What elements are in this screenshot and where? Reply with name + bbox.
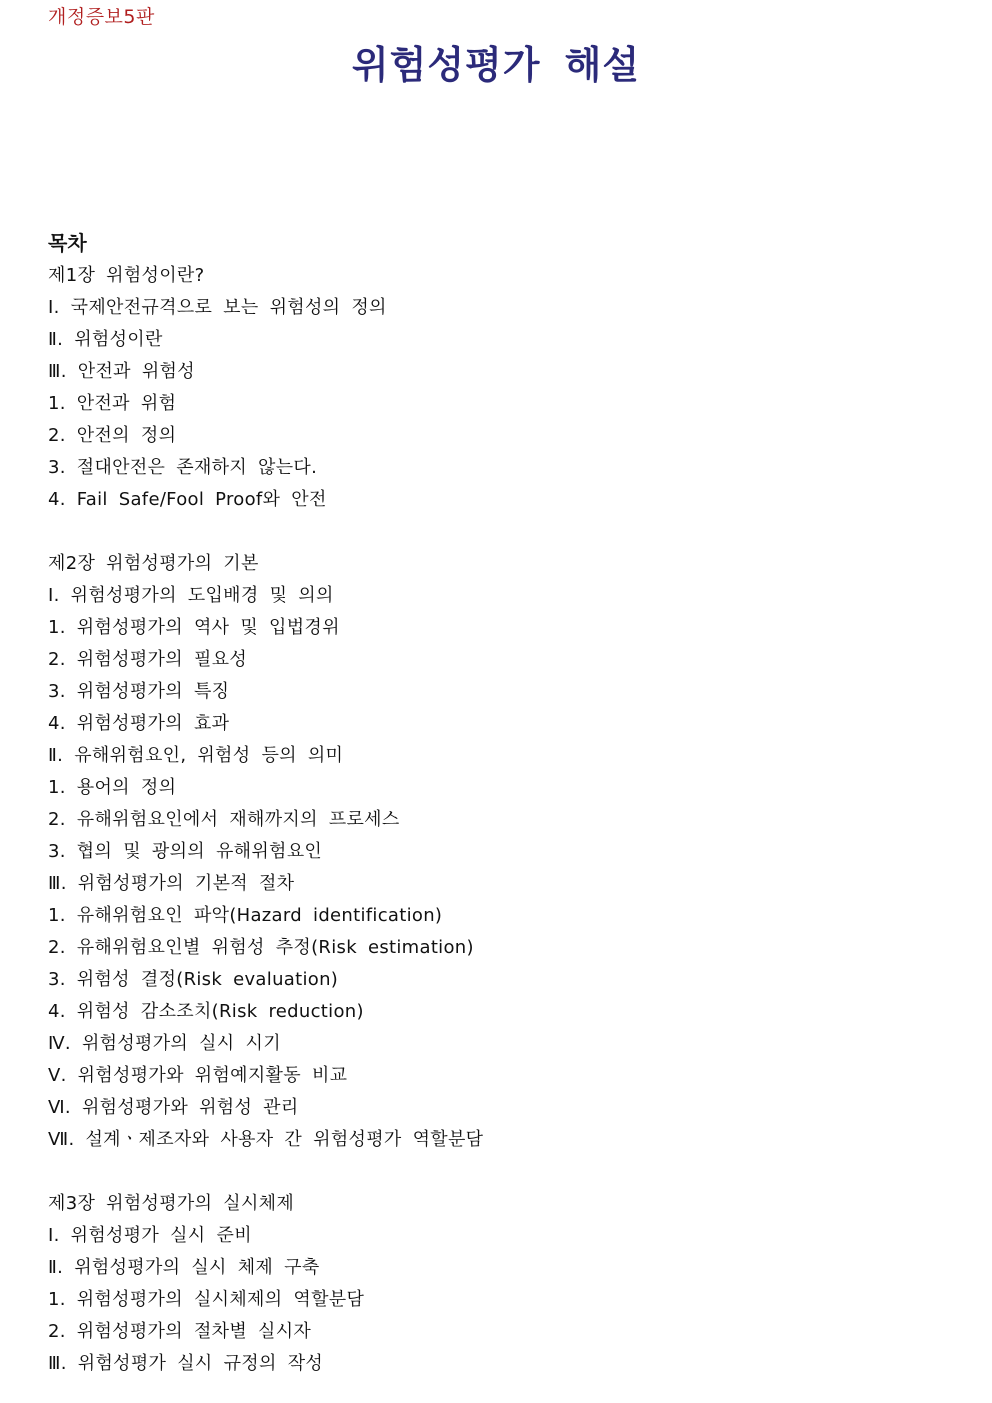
section-spacer (48, 516, 948, 548)
toc-entry: 2. 위험성평가의 필요성 (48, 649, 248, 670)
toc-entry: 4. 위험성 감소조치(Risk reduction) (48, 1001, 364, 1022)
toc-heading: 목차 (48, 231, 87, 255)
toc-entry: Ⅴ. 위험성평가와 위험예지활동 비교 (48, 1065, 348, 1086)
toc-entry: Ⅲ. 위험성평가 실시 규정의 작성 (48, 1353, 324, 1374)
chapter-heading: 제1장 위험성이란? (48, 265, 205, 286)
toc-entry: 1. 용어의 정의 (48, 777, 177, 798)
toc-entry: Ⅰ. 위험성평가의 도입배경 및 의의 (48, 585, 334, 606)
toc-entry: Ⅰ. 국제안전규격으로 보는 위험성의 정의 (48, 297, 387, 318)
toc-entry: Ⅱ. 유해위험요인, 위험성 등의 의미 (48, 745, 344, 766)
toc-entry: 3. 위험성평가의 특징 (48, 681, 230, 702)
toc-entry: Ⅰ. 위험성평가 실시 준비 (48, 1225, 252, 1246)
section-spacer (48, 1156, 948, 1188)
toc-entry: 4. 위험성평가의 효과 (48, 713, 230, 734)
toc-entry: Ⅱ. 위험성평가의 실시 체제 구축 (48, 1257, 320, 1278)
toc-entry: 4. Fail Safe/Fool Proof와 안전 (48, 489, 327, 510)
table-of-contents (48, 226, 948, 1380)
chapter-heading: 제3장 위험성평가의 실시체제 (48, 1193, 295, 1214)
toc-entry: Ⅵ. 위험성평가와 위험성 관리 (48, 1097, 299, 1118)
toc-list (48, 260, 948, 1380)
toc-entry: Ⅱ. 위험성이란 (48, 329, 163, 350)
chapter-heading: 제2장 위험성평가의 기본 (48, 553, 259, 574)
toc-entry: 2. 유해위험요인별 위험성 추정(Risk estimation) (48, 937, 474, 958)
toc-entry: 3. 위험성 결정(Risk evaluation) (48, 969, 339, 990)
toc-entry: 1. 위험성평가의 역사 및 입법경위 (48, 617, 340, 638)
toc-entry: 3. 절대안전은 존재하지 않는다. (48, 457, 318, 478)
toc-entry: 2. 위험성평가의 절차별 실시자 (48, 1321, 312, 1342)
toc-entry: Ⅲ. 위험성평가의 기본적 절차 (48, 873, 295, 894)
document-title: 위험성평가 해설 (351, 43, 641, 87)
toc-entry: 2. 유해위험요인에서 재해까지의 프로세스 (48, 809, 400, 830)
toc-entry: Ⅶ. 설계ㆍ제조자와 사용자 간 위험성평가 역할분담 (48, 1129, 484, 1150)
toc-entry: 2. 안전의 정의 (48, 425, 177, 446)
toc-entry: 1. 안전과 위험 (48, 393, 177, 414)
toc-entry: 3. 협의 및 광의의 유해위험요인 (48, 841, 323, 862)
toc-entry: 1. 유해위험요인 파악(Hazard identification) (48, 905, 443, 926)
toc-entry: 1. 위험성평가의 실시체제의 역할분담 (48, 1289, 365, 1310)
edition-label: 개정증보5판 (48, 6, 155, 28)
toc-entry: Ⅲ. 안전과 위험성 (48, 361, 195, 382)
toc-entry: Ⅳ. 위험성평가의 실시 시기 (48, 1033, 281, 1054)
